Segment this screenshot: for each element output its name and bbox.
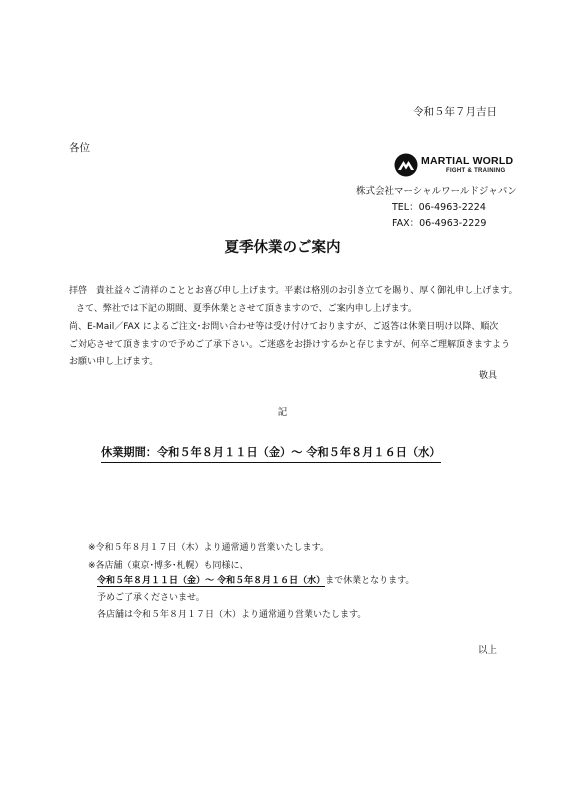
body-line-3: 尚、E-Mail／FAX によるご注文･お問い合わせ等は受け付けておりますが、ご返答は休業日明け以降、順次 bbox=[69, 322, 499, 332]
logo-title: MARTIAL WORLD bbox=[421, 155, 514, 167]
company-name: 株式会社マーシャルワールドジャパン bbox=[356, 186, 517, 197]
document-date: 令和５年７月吉日 bbox=[413, 106, 497, 118]
note-3-period: 令和５年８月１１日（金）～ 令和５年８月１６日（水） bbox=[97, 576, 326, 586]
note-4: 予めご了承くださいませ。 bbox=[97, 593, 205, 603]
note-3 bbox=[97, 573, 414, 586]
note-1: ※令和５年８月１７日（木）より通常通り営業いたします。 bbox=[88, 543, 329, 553]
body-line-4: ご対応させて頂きますので予めご了承下さい。ご迷惑をお掛けするかと存じますが、何卒ご理解頂きますよう bbox=[69, 340, 511, 350]
document-title: 夏季休業のご案内 bbox=[224, 240, 341, 256]
note-3-rest: まで休業となります。 bbox=[325, 576, 415, 586]
company-fax: FAX：06-4963-2229 bbox=[392, 218, 487, 229]
company-logo bbox=[394, 152, 514, 180]
body-line-2: さて、弊社では下記の期間、夏季休業とさせて頂きますので、ご案内申し上げます。 bbox=[76, 304, 417, 314]
note-5: 各店舗は令和５年８月１７日（木）より通常通り営業いたします。 bbox=[97, 610, 367, 620]
note-2: ※各店舗（東京･博多･札幌）も同様に、 bbox=[88, 561, 249, 571]
ending-ijou: 以上 bbox=[477, 645, 497, 656]
body-line-1: 拝啓 貴社益々ご清祥のこととお喜び申し上げます。平素は格別のお引き立てを賜り、厚く御礼申し上げます。 bbox=[69, 286, 518, 296]
closing-keigu: 敬具 bbox=[478, 371, 497, 381]
holiday-period: 休業期間：令和５年８月１１日（金）～ 令和５年８月１６日（水） bbox=[101, 444, 441, 463]
mountain-logo-icon bbox=[394, 153, 418, 177]
body-line-5: お願い申し上げます。 bbox=[69, 357, 159, 367]
ki-heading: 記 bbox=[277, 407, 288, 418]
company-tel: TEL：06-4963-2224 bbox=[392, 202, 486, 213]
addressee: 各位 bbox=[69, 142, 90, 154]
logo-subtitle: FIGHT & TRAINING bbox=[446, 168, 506, 174]
